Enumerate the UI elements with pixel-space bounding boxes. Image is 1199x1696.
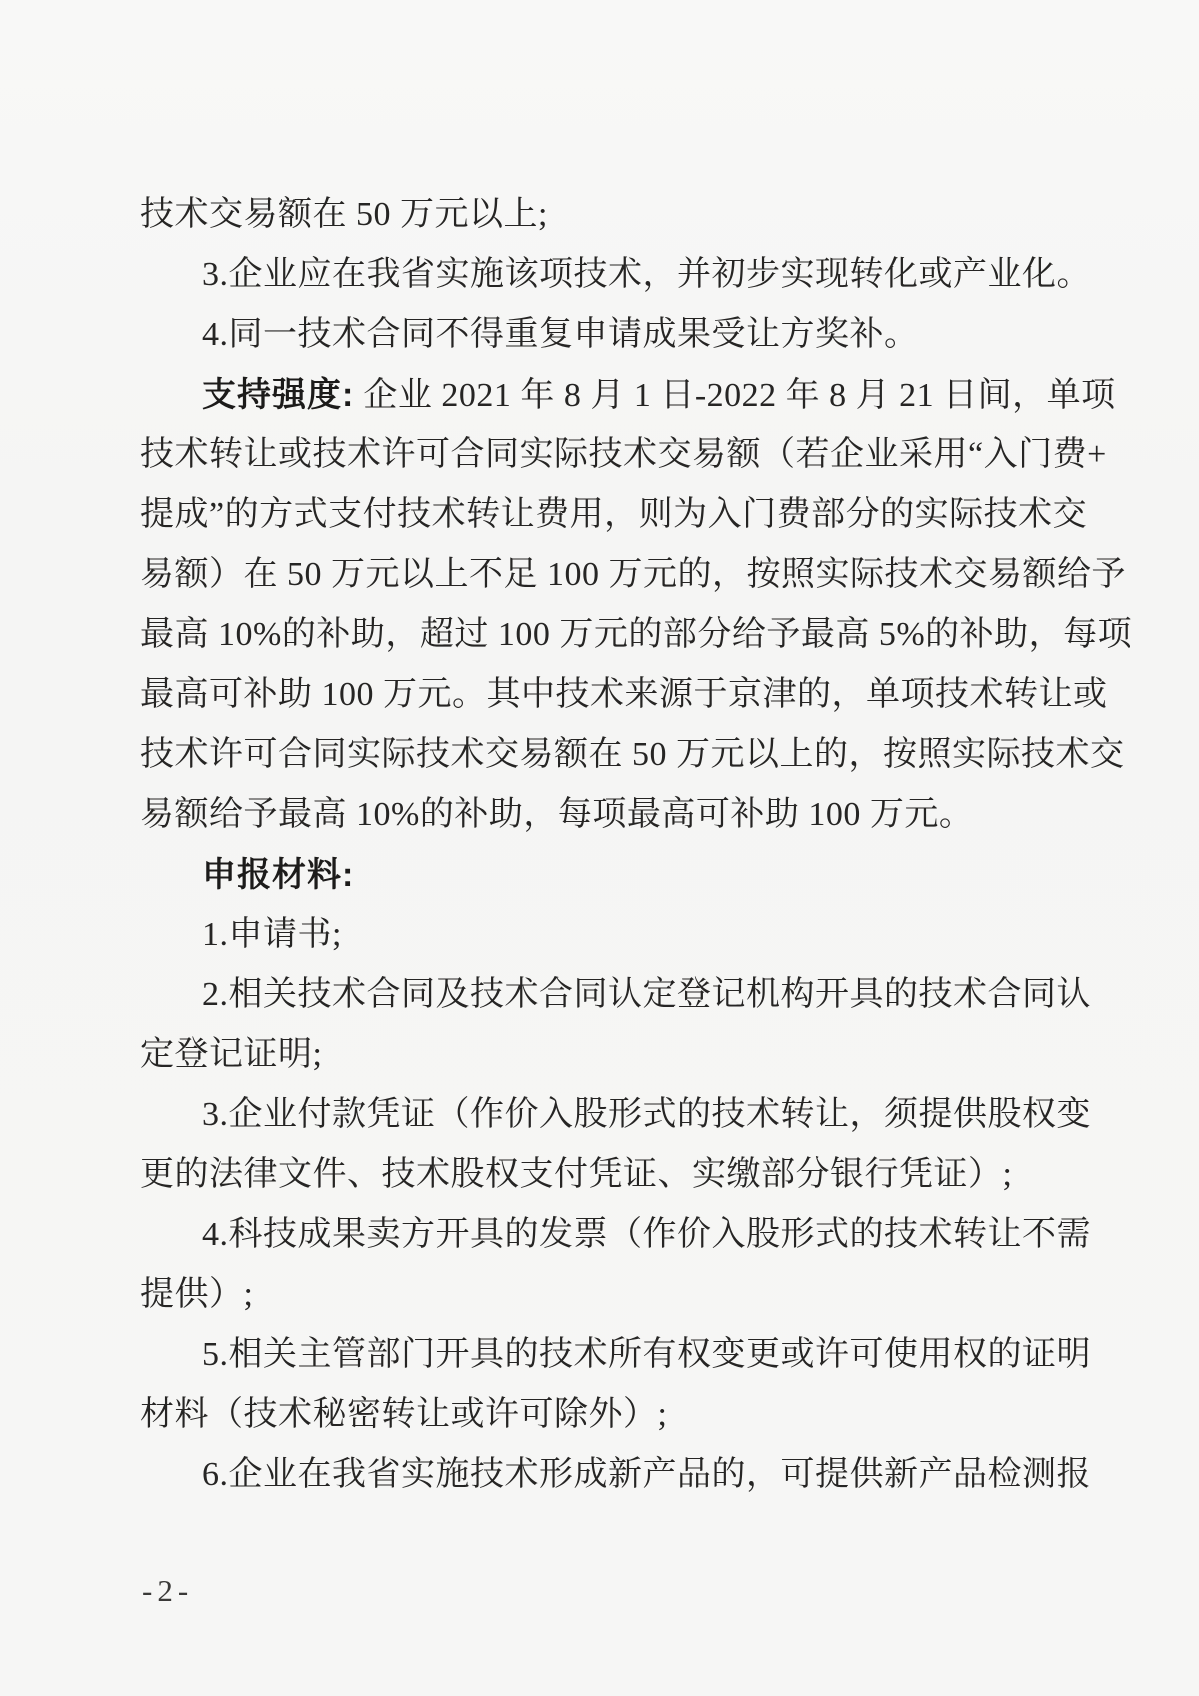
- line-text: 最高 10%的补助，超过 100 万元的部分给予最高 5%的补助，每项: [140, 616, 1133, 653]
- text-line: [140, 365, 1116, 425]
- line-text: 提供）;: [140, 1276, 254, 1313]
- line-text: 更的法律文件、技术股权支付凭证、实缴部分银行凭证）;: [140, 1156, 1013, 1193]
- line-text: 提成”的方式支付技术转让费用，则为入门费部分的实际技术交: [140, 496, 1088, 533]
- line-text: 最高可补助 100 万元。其中技术来源于京津的，单项技术转让或: [140, 676, 1108, 713]
- line-text: 技术转让或技术许可合同实际技术交易额（若企业采用“入门费+: [140, 436, 1107, 473]
- text-line: [140, 905, 1060, 965]
- text-line: [140, 965, 1091, 1025]
- text-line: [140, 1265, 1060, 1325]
- line-text: 3.企业付款凭证（作价入股形式的技术转让，须提供股权变: [202, 1096, 1091, 1133]
- page-number: -2-: [142, 1573, 194, 1608]
- line-text: 4.科技成果卖方开具的发票（作价入股形式的技术转让不需: [202, 1216, 1091, 1253]
- text-line: [140, 1085, 1091, 1145]
- line-text: 易额）在 50 万元以上不足 100 万元的，按照实际技术交易额给予: [140, 556, 1126, 593]
- text-line: [140, 545, 1126, 605]
- text-line: [140, 485, 1088, 545]
- text-line: [140, 605, 1133, 665]
- document-body: [140, 185, 1133, 1505]
- text-line: [140, 245, 1091, 305]
- text-line: [140, 1385, 1060, 1445]
- line-text: 5.相关主管部门开具的技术所有权变更或许可使用权的证明: [202, 1336, 1091, 1373]
- line-text: 3.企业应在我省实施该项技术，并初步实现转化或产业化。: [202, 256, 1091, 293]
- line-text: 易额给予最高 10%的补助，每项最高可补助 100 万元。: [140, 796, 974, 833]
- text-line: [140, 785, 1060, 845]
- text-line: [140, 185, 1060, 245]
- text-line: [140, 725, 1125, 785]
- bold-section-label: 申报材料:: [202, 856, 355, 894]
- text-line: [140, 1205, 1091, 1265]
- bold-section-label: 支持强度:: [202, 376, 355, 414]
- text-line: [140, 1325, 1091, 1385]
- line-text: 技术许可合同实际技术交易额在 50 万元以上的，按照实际技术交: [140, 736, 1125, 773]
- line-text: 技术交易额在 50 万元以上;: [140, 196, 548, 233]
- text-line: [140, 305, 1060, 365]
- text-line: [140, 845, 1060, 905]
- text-line: [140, 425, 1107, 485]
- text-line: [140, 1445, 1091, 1505]
- line-text: 4.同一技术合同不得重复申请成果受让方奖补。: [202, 316, 919, 353]
- line-text: 材料（技术秘密转让或许可除外）;: [140, 1396, 668, 1433]
- line-text: 2.相关技术合同及技术合同认定登记机构开具的技术合同认: [202, 976, 1091, 1013]
- line-text: 定登记证明;: [140, 1036, 323, 1073]
- text-line: [140, 1145, 1060, 1205]
- text-line: [140, 1025, 1060, 1085]
- line-text: 1.申请书;: [202, 916, 342, 953]
- line-text: 6.企业在我省实施技术形成新产品的，可提供新产品检测报: [202, 1456, 1091, 1493]
- text-line: [140, 665, 1108, 725]
- line-text: 企业 2021 年 8 月 1 日-2022 年 8 月 21 日间，单项: [354, 377, 1116, 414]
